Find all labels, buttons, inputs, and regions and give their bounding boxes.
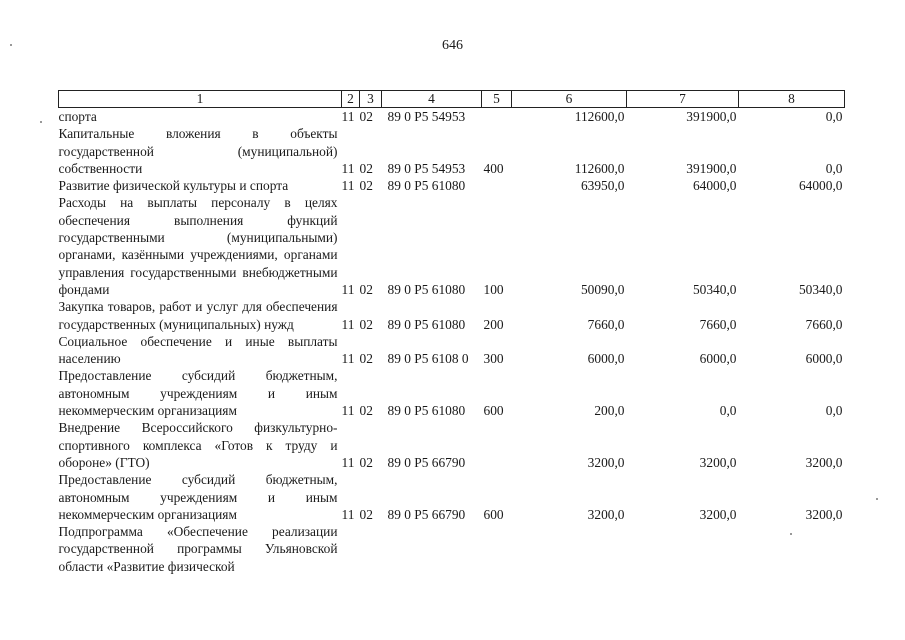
row-description: Закупка товаров, работ и услуг для обеспечения государственных (муниципальных) нужд [58,299,338,332]
row-description: Расходы на выплаты персоналу в целях обеспечения выполнения функций государственными (муниципальными) органами, казёнными учреждениями, органами управления государственными внебюджетными фондами [58,195,338,297]
row-description: Предоставление субсидий бюджетным, автономным учреждениям и иным некоммерческим организациям [58,368,338,419]
row-subsection: 02 [359,178,373,194]
table-row [59,471,845,523]
row-target-code: 89 0 P5 66790 [387,506,466,522]
row-section: 11 [341,316,355,332]
table-row [59,194,845,298]
header-col-3: 3 [360,91,382,108]
row-amount-col7: 391900,0 [686,160,737,176]
header-col-6: 6 [512,91,627,108]
row-section: 11 [341,454,355,470]
table-row [59,298,845,333]
scan-speck [40,121,42,123]
header-col-2: 2 [342,91,360,108]
row-amount-col8: 7660,0 [805,316,843,332]
row-expense-type [482,523,512,575]
row-amount-col7: 391900,0 [686,109,737,124]
table-row [59,125,845,177]
row-amount-col6: 112600,0 [574,160,625,176]
row-subsection: 02 [359,316,373,332]
row-expense-type: 400 [483,160,504,176]
row-amount-col7: 0,0 [719,403,737,419]
row-expense-type [482,177,512,194]
row-amount-col8: 0,0 [825,109,843,124]
row-amount-col8: 6000,0 [805,351,843,367]
row-amount-col8: 50340,0 [798,281,843,297]
row-target-code: 89 0 P5 54953 [387,109,466,124]
row-description: Социальное обеспечение и иные выплаты населению [58,333,338,367]
row-section: 11 [341,281,355,297]
row-expense-type: 300 [483,351,504,367]
row-amount-col8: 64000,0 [798,178,843,194]
row-section [342,523,360,575]
scan-speck [10,44,12,46]
row-amount-col7: 7660,0 [699,316,737,332]
row-description: Подпрограмма «Обеспечение реализации государственной программы Ульяновской области «Развитие физической [58,524,338,574]
row-amount-col6: 50090,0 [580,281,625,297]
row-expense-type [482,419,512,471]
row-subsection: 02 [359,454,373,470]
row-subsection [360,523,382,575]
row-section: 11 [341,403,355,419]
row-description: спорта [58,109,97,124]
header-col-5: 5 [482,91,512,108]
row-amount-col6: 3200,0 [587,454,625,470]
row-description: Внедрение Всероссийского физкультурно-спортивного комплекса «Готов к труду и обороне» (ГТО) [58,420,338,470]
row-amount-col8: 3200,0 [805,506,843,522]
table-row [59,419,845,471]
row-section: 11 [341,109,355,124]
row-target-code: 89 0 P5 61080 [387,178,466,194]
row-target-code: 89 0 P5 6108 0 [387,351,469,367]
scan-speck [790,533,792,535]
header-col-8: 8 [739,91,845,108]
row-amount-col8: 0,0 [825,160,843,176]
row-subsection: 02 [359,281,373,297]
table-header [59,91,845,108]
header-col-4: 4 [382,91,482,108]
row-section: 11 [341,178,355,194]
scan-speck [876,498,878,500]
row-amount-col7: 6000,0 [699,351,737,367]
row-amount-col8: 3200,0 [805,454,843,470]
table-body [59,108,845,576]
row-amount-col7: 50340,0 [692,281,737,297]
budget-table [58,90,845,575]
row-target-code: 89 0 P5 61080 [387,281,466,297]
row-subsection: 02 [359,160,373,176]
row-amount-col6: 112600,0 [574,109,625,124]
row-subsection: 02 [359,506,373,522]
row-amount-col6: 3200,0 [587,506,625,522]
row-expense-type: 100 [483,281,504,297]
row-amount-col6: 6000,0 [587,351,625,367]
row-expense-type: 600 [483,403,504,419]
table-row [59,523,845,575]
row-target-code: 89 0 P5 61080 [387,403,466,419]
table-row [59,108,845,126]
row-expense-type: 200 [483,316,504,332]
row-amount-col6: 63950,0 [580,178,625,194]
row-amount-col7: 3200,0 [699,454,737,470]
header-col-1: 1 [59,91,342,108]
row-section: 11 [341,351,355,367]
row-section: 11 [341,160,355,176]
row-amount-col6: 200,0 [594,403,625,419]
row-section: 11 [341,506,355,522]
row-amount-col8: 0,0 [825,403,843,419]
row-amount-col7 [627,523,739,575]
row-target-code: 89 0 P5 66790 [387,454,466,470]
row-amount-col7: 3200,0 [699,506,737,522]
header-col-7: 7 [627,91,739,108]
row-description: Предоставление субсидий бюджетным, автономным учреждениям и иным некоммерческим организациям [58,472,338,522]
row-expense-type [482,108,512,126]
row-description: Развитие физической культуры и спорта [58,178,289,194]
row-expense-type: 600 [483,506,504,522]
row-amount-col6: 7660,0 [587,316,625,332]
row-description: Капитальные вложения в объекты государственной (муниципальной) собственности [58,126,338,176]
row-amount-col8 [739,523,845,575]
row-subsection: 02 [359,351,373,367]
table-row [59,333,845,368]
row-target-code: 89 0 P5 54953 [387,160,466,176]
page-number: 646 [442,38,463,53]
row-target-code: 89 0 P5 61080 [387,316,466,332]
row-target-code [382,523,482,575]
table-row [59,367,845,419]
row-subsection: 02 [359,109,373,124]
row-amount-col6 [512,523,627,575]
row-subsection: 02 [359,403,373,419]
table-row [59,177,845,194]
row-amount-col7: 64000,0 [692,178,737,194]
header-row [59,91,845,108]
